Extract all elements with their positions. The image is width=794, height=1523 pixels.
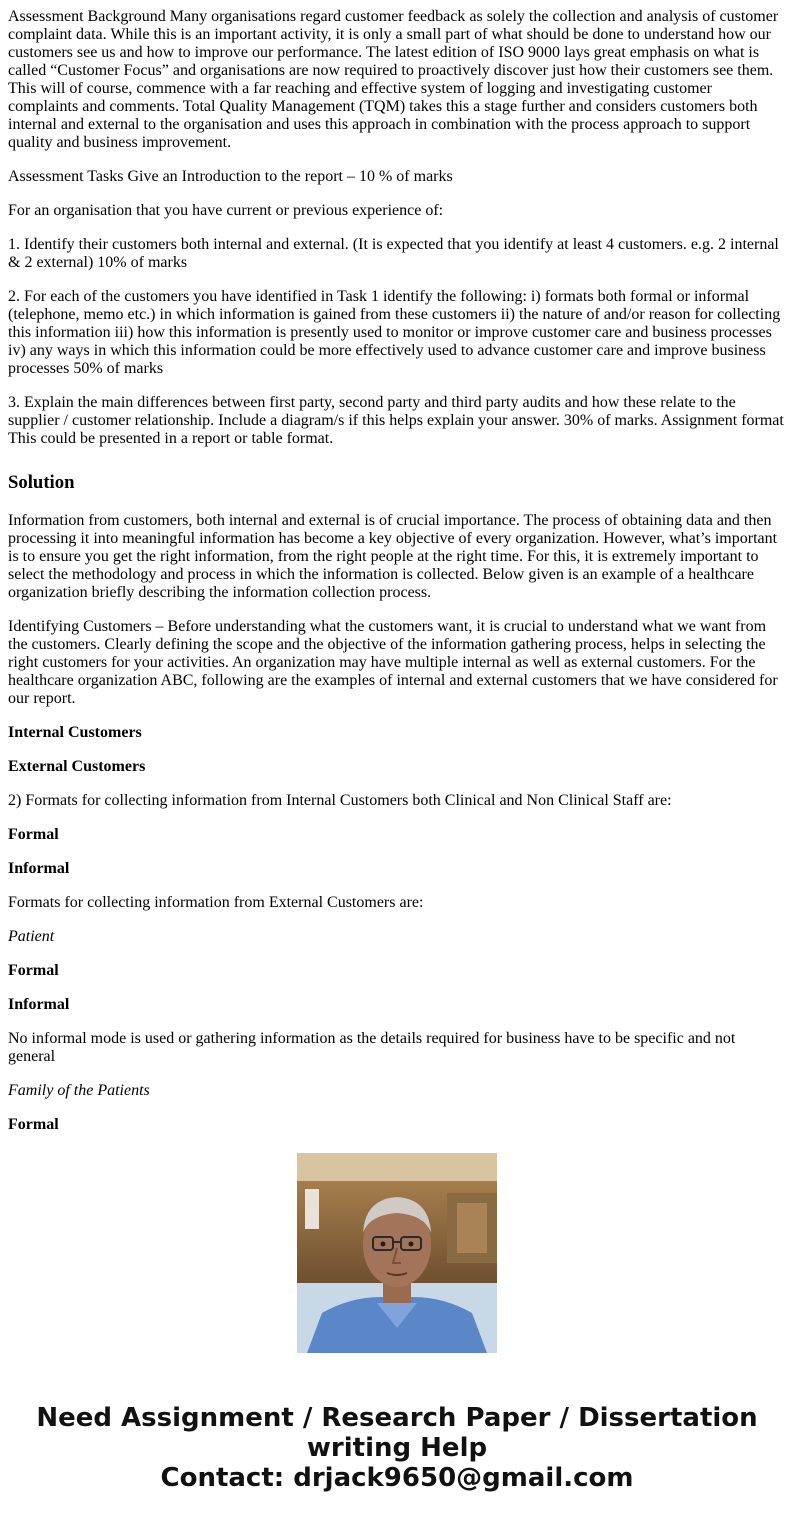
- label-patient-formal-text: Formal: [8, 962, 59, 979]
- label-external-customers: [8, 758, 786, 776]
- paragraph-solution-intro: Information from customers, both internal and external is of crucial importance. The process of obtaining data and then processing it into meaningful information has become a key objective of every organization. However, what’s important is to ensure you get the right information, from the right people at the right time. For this, it is extremely important to select the methodology and process in which the information is collected. Below given is an example of a healthcare organization briefly describing the information collection process.: [8, 512, 778, 601]
- label-family-formal: [8, 1116, 786, 1134]
- document-body: [8, 0, 786, 1133]
- paragraph-identifying-customers: Identifying Customers – Before understanding what the customers want, it is crucial to understand what we want from the customers. Clearly defining the scope and the objective of the information gathering process, helps in selecting the right customers for your activities. An organization may have multiple internal as well as external customers. For the healthcare organization ABC, following are the examples of internal and external customers that we have considered for our report.: [8, 618, 778, 707]
- label-external-customers-text: External Customers: [8, 758, 146, 775]
- paragraph-task-3: 3. Explain the main differences between first party, second party and third party audits and how these relate to the supplier / customer relationship. Include a diagram/s if this helps explain your answer. 30% of marks. Assignment format This could be presented in a report or table format.: [8, 394, 784, 447]
- footer-help-text: Need Assignment / Research Paper / Dissertation writing Help: [36, 1403, 758, 1463]
- label-family-formal-text: Formal: [8, 1116, 59, 1133]
- label-patient: [8, 928, 786, 946]
- paragraph-organisation: For an organisation that you have current or previous experience of:: [8, 202, 444, 219]
- label-patient-text: Patient: [8, 928, 55, 945]
- label-informal-text: Informal: [8, 860, 70, 877]
- label-formal: [8, 826, 786, 844]
- label-patient-informal: [8, 996, 786, 1014]
- paragraph-background: Assessment Background Many organisations regard customer feedback as solely the collection and analysis of customer complaint data. While this is an important activity, it is only a small part of what should be done to understand how our customers see us and how to improve our performance. The latest edition of ISO 9000 lays great emphasis on what is called “Customer Focus” and organisations are now required to proactively discover just how their customers see them. This will of course, commence with a far reaching and effective system of logging and investigating customer complaints and comments. Total Quality Management (TQM) takes this a stage further and considers customers both internal and external to the organisation and uses this approach in combination with the process approach to support quality and business improvement.: [8, 8, 779, 151]
- label-family: [8, 1082, 786, 1100]
- solution-heading: Solution: [8, 472, 75, 493]
- paragraph-internal-formats: 2) Formats for collecting information from Internal Customers both Clinical and Non Clinical Staff are:: [8, 792, 672, 809]
- label-formal-text: Formal: [8, 826, 59, 843]
- label-internal-customers: [8, 724, 786, 742]
- paragraph-tasks-intro: Assessment Tasks Give an Introduction to the report – 10 % of marks: [8, 168, 453, 185]
- label-patient-informal-text: Informal: [8, 996, 70, 1013]
- paragraph-task-1: 1. Identify their customers both internal and external. (It is expected that you identify at least 4 customers. e.g. 2 internal & 2 external) 10% of marks: [8, 236, 779, 271]
- author-avatar: [297, 1153, 497, 1353]
- footer-banner: [0, 1403, 794, 1493]
- label-family-text: Family of the Patients: [8, 1082, 150, 1099]
- label-internal-customers-text: Internal Customers: [8, 724, 142, 741]
- person-photo-icon: [297, 1153, 497, 1353]
- paragraph-task-2: 2. For each of the customers you have identified in Task 1 identify the following: i) formats both formal or informal (telephone, memo etc.) in which information is gained from these customers ii) the nature of and/or reason for collecting this information iii) how this information is presently used to monitor or improve customer care and business processes iv) any ways in which this information could be more effectively used to advance customer care and improve business processes 50% of marks: [8, 288, 781, 377]
- paragraph-no-informal: No informal mode is used or gathering information as the details required for business have to be specific and not general: [8, 1030, 736, 1065]
- label-informal: [8, 860, 786, 878]
- label-patient-formal: [8, 962, 786, 980]
- footer-contact-text: Contact: drjack9650@gmail.com: [160, 1463, 634, 1493]
- paragraph-external-formats: Formats for collecting information from External Customers are:: [8, 894, 424, 911]
